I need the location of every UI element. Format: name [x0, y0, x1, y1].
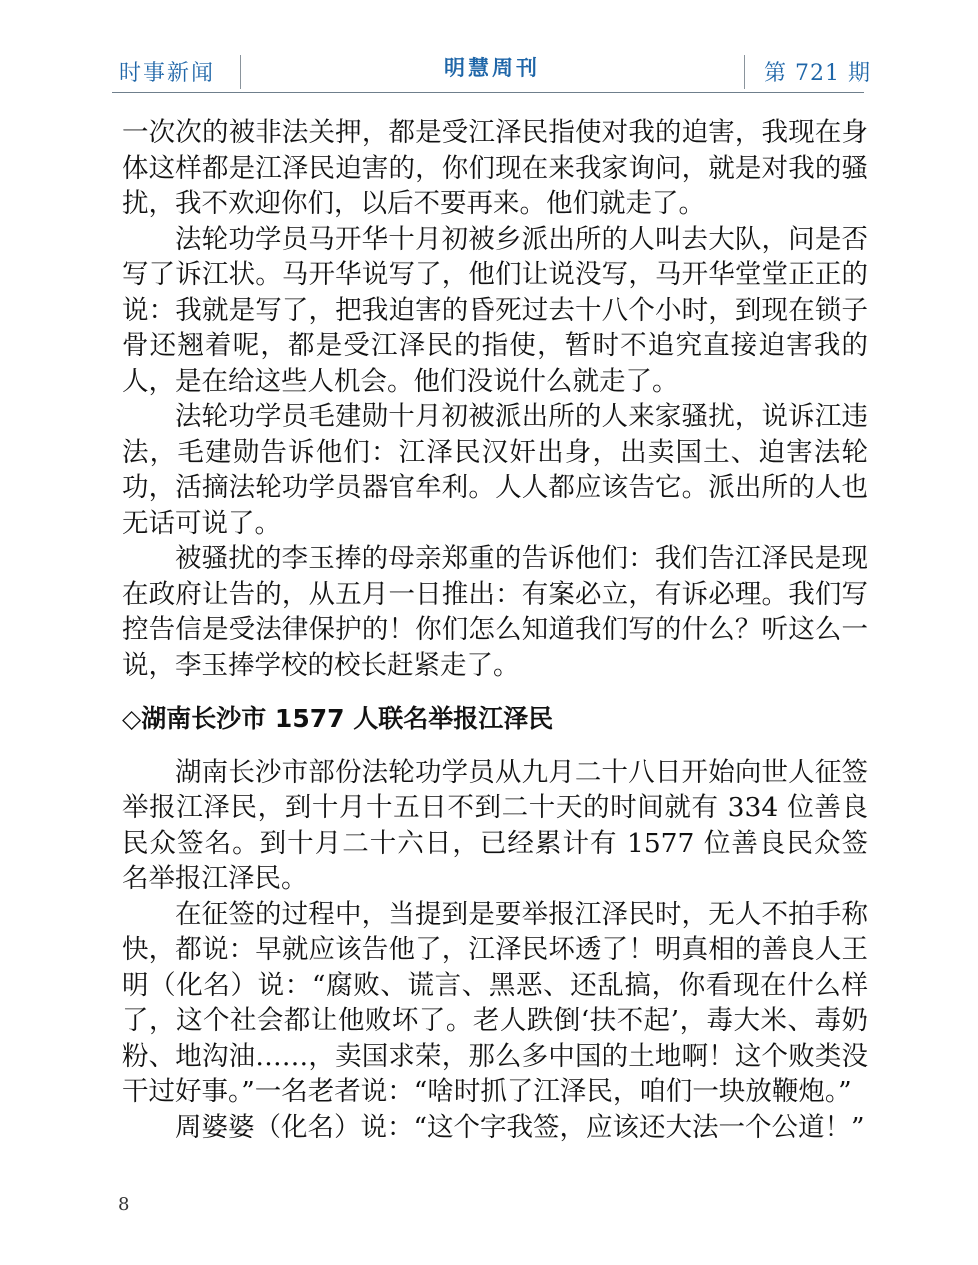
paragraph-7: 周婆婆（化名）说：“这个字我签，应该还大法一个公道！”: [175, 1111, 865, 1143]
header-issue-number: 第 721 期: [764, 61, 871, 86]
paragraph-2: 法轮功学员马开华十月初被乡派出所的人叫去大队，问是否写了诉江状。马开华说写了，他们让说没写，马开华堂堂正正的说：我就是写了，把我迫害的昏死过去十八个小时，到现在锁子骨还翘着呢，都是受江泽民的指使，暂时不追究直接迫害我的人，是在给这些人机会。他们没说什么就走了。: [122, 223, 868, 397]
header-publication-title: 明慧周刊: [444, 56, 540, 80]
page-number: 8: [118, 1194, 130, 1215]
paragraph-4: 被骚扰的李玉捧的母亲郑重的告诉他们：我们告江泽民是现在政府让告的，从五月一日推出：有案必立，有诉必理。我们写控告信是受法律保护的！你们怎么知道我们写的什么？听这么一说，李玉捧学校的校长赶紧走了。: [122, 543, 868, 681]
header-section-label: 时事新闻: [119, 61, 216, 86]
paragraph-6: 在征签的过程中，当提到是要举报江泽民时，无人不拍手称快，都说：早就应该告他了，江泽民坏透了！明真相的善良人王明（化名）说：“腐败、谎言、黑恶、还乱搞，你看现在什么样了，这个社会都让他败坏了。老人跌倒‘扶不起’，毒大米、毒奶粉、地沟油……，卖国求荣，那么多中国的土地啊！这个败类没干过好事。”一名老者说：“啥时抓了江泽民，咱们一块放鞭炮。”: [122, 898, 868, 1107]
paragraph-1: 一次次的被非法关押，都是受江泽民指使对我的迫害，我现在身体这样都是江泽民迫害的，你们现在来我家询问，就是对我的骚扰，我不欢迎你们，以后不要再来。他们就走了。: [122, 117, 868, 219]
header-divider-right: [744, 55, 745, 89]
paragraph-3: 法轮功学员毛建勋十月初被派出所的人来家骚扰，说诉江违法，毛建勋告诉他们：江泽民汉奸出身，出卖国土、迫害法轮功，活摘法轮功学员器官牟利。人人都应该告它。派出所的人也无话可说了。: [122, 401, 868, 539]
header-rule: [112, 92, 864, 93]
section-heading: ◇湖南长沙市 1577 人联名举报江泽民: [122, 704, 554, 733]
article-body: [122, 115, 868, 1145]
paragraph-5: 湖南长沙市部份法轮功学员从九月二十八日开始向世人征签举报江泽民，到十月十五日不到二十天的时间就有 334 位善良民众签名。到十月二十六日，已经累计有 1577 位善良民众签名举报江泽民。: [122, 756, 868, 894]
